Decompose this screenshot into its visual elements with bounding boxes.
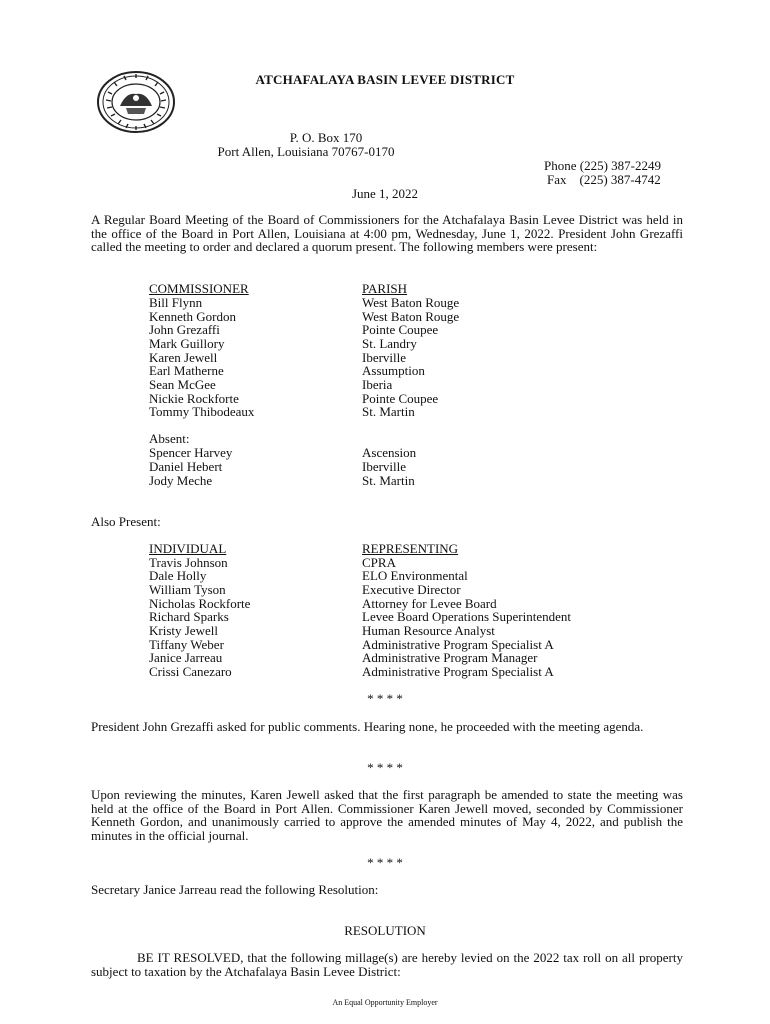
parish-name: St. Martin	[362, 404, 415, 419]
commissioner-name: Earl Matherne	[149, 363, 224, 378]
parish-name: St. Martin	[362, 473, 415, 488]
representing-name: Levee Board Operations Superintendent	[362, 609, 572, 624]
table-row	[0, 610, 770, 624]
commissioner-name: Karen Jewell	[149, 350, 218, 365]
individual-name: Crissi Canezaro	[149, 664, 232, 679]
representing-name: ELO Environmental	[362, 568, 468, 583]
parish-name: Iberville	[362, 459, 407, 474]
letterhead-title: ATCHAFALAYA BASIN LEVEE DISTRICT	[255, 72, 515, 87]
fax-number: Fax (225) 387-4742	[547, 172, 661, 187]
parish-name: Iberia	[362, 377, 393, 392]
parish-name: Iberville	[362, 350, 407, 365]
section-separator: * * * *	[367, 855, 403, 870]
intro-paragraph: A Regular Board Meeting of the Board of Commissioners for the Atchafalaya Basin Levee District was held in the office of the Board in Port Allen, Louisiana at 4:00 pm, Wednesday, June 1, 2022. President John Grezaffi called the meeting to order and declared a quorum present. The following members were present:	[91, 212, 683, 255]
parish-name: Pointe Coupee	[362, 391, 439, 406]
representing-name: Human Resource Analyst	[362, 623, 495, 638]
individual-name: Dale Holly	[149, 568, 207, 583]
public-comments-paragraph: President John Grezaffi asked for public comments. Hearing none, he proceeded with the meeting agenda.	[91, 719, 644, 734]
commissioner-name: Bill Flynn	[149, 295, 203, 310]
table-row	[0, 337, 770, 351]
parish-header: PARISH	[362, 281, 408, 296]
table-row	[0, 651, 770, 665]
minutes-paragraph: Upon reviewing the minutes, Karen Jewell asked that the first paragraph be amended to state the meeting was held at the office of the Board in Port Allen. Commissioner Karen Jewell moved, seconded by Commissioner Kenneth Gordon, and unanimously carried to approve the amended minutes of May 4, 2022, and publish the minutes in the official journal.	[91, 787, 683, 844]
commissioner-name: Jody Meche	[149, 473, 213, 488]
table-row	[0, 460, 770, 474]
section-separator: * * * *	[367, 691, 403, 706]
resolution-title: RESOLUTION	[344, 923, 426, 938]
meeting-date: June 1, 2022	[351, 186, 419, 201]
table-row	[0, 569, 770, 583]
individual-name: Tiffany Weber	[149, 637, 224, 652]
commissioner-name: Kenneth Gordon	[149, 309, 237, 324]
representing-name: Executive Director	[362, 582, 461, 597]
individual-name: Travis Johnson	[149, 555, 228, 570]
table-row	[0, 624, 770, 638]
commissioner-name: Mark Guillory	[149, 336, 225, 351]
representing-name: Administrative Program Specialist A	[362, 664, 554, 679]
commissioner-header: COMMISSIONER	[149, 281, 249, 296]
representing-header: REPRESENTING	[362, 541, 459, 556]
individual-name: William Tyson	[149, 582, 226, 597]
individual-name: Janice Jarreau	[149, 650, 223, 665]
table-row	[0, 378, 770, 392]
footer-text: An Equal Opportunity Employer	[332, 998, 438, 1007]
city-address: Port Allen, Louisiana 70767-0170	[217, 144, 395, 159]
section-separator: * * * *	[367, 760, 403, 775]
parish-name: Pointe Coupee	[362, 322, 439, 337]
commissioner-name: Daniel Hebert	[149, 459, 223, 474]
individual-name: Kristy Jewell	[149, 623, 218, 638]
table-row	[0, 583, 770, 597]
table-row	[0, 474, 770, 488]
representing-name: CPRA	[362, 555, 396, 570]
table-row	[0, 323, 770, 337]
table-row	[0, 405, 770, 419]
commissioner-name: Tommy Thibodeaux	[149, 404, 255, 419]
representing-name: Administrative Program Specialist A	[362, 637, 554, 652]
commissioner-name: Sean McGee	[149, 377, 216, 392]
parish-name: West Baton Rouge	[362, 295, 460, 310]
representing-name: Administrative Program Manager	[362, 650, 538, 665]
parish-name: Ascension	[362, 445, 417, 460]
parish-name: Assumption	[362, 363, 425, 378]
secretary-line: Secretary Janice Jarreau read the following Resolution:	[91, 882, 379, 897]
resolution-paragraph: BE IT RESOLVED, that the following millage(s) are hereby levied on the 2022 tax roll on all property subject to taxation by the Atchafalaya Basin Levee District:	[91, 950, 683, 979]
individual-name: Richard Sparks	[149, 609, 229, 624]
commissioner-name: Spencer Harvey	[149, 445, 233, 460]
absent-label: Absent:	[149, 431, 190, 446]
table-row	[0, 446, 770, 460]
also-present-label: Also Present:	[91, 514, 161, 529]
parish-name: West Baton Rouge	[362, 309, 460, 324]
parish-name: St. Landry	[362, 336, 417, 351]
table-row	[0, 296, 770, 310]
representing-name: Attorney for Levee Board	[362, 596, 497, 611]
commissioner-name: John Grezaffi	[149, 322, 220, 337]
table-row	[0, 364, 770, 378]
po-box: P. O. Box 170	[289, 130, 363, 145]
phone-number: Phone (225) 387-2249	[544, 158, 661, 173]
individual-name: Nicholas Rockforte	[149, 596, 251, 611]
commissioner-name: Nickie Rockforte	[149, 391, 239, 406]
individual-header: INDIVIDUAL	[149, 541, 227, 556]
table-row	[0, 665, 770, 679]
